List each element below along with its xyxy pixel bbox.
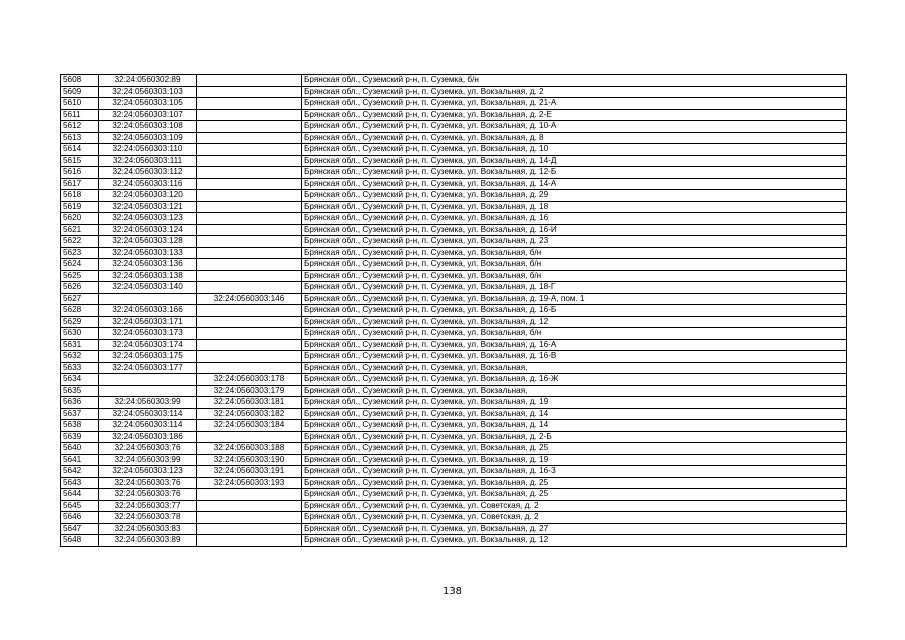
row-number-cell: 5628 <box>61 305 99 317</box>
cadastral-number-cell: 32:24:0560303:123 <box>99 213 197 225</box>
address-cell: Брянская обл., Суземский р-н, п. Суземка, б/н <box>302 75 847 87</box>
table-row <box>61 305 847 317</box>
table-row <box>61 167 847 179</box>
related-cadastral-number-cell <box>197 512 302 524</box>
row-number-cell: 5638 <box>61 420 99 432</box>
table-row <box>61 236 847 248</box>
address-cell: Брянская обл., Суземский р-н, п. Суземка, ул. Вокзальная, д. 23 <box>302 236 847 248</box>
table-row <box>61 132 847 144</box>
related-cadastral-number-cell <box>197 132 302 144</box>
related-cadastral-number-cell <box>197 535 302 547</box>
related-cadastral-number-cell: 32:24:0560303:182 <box>197 408 302 420</box>
cadastral-number-cell: 32:24:0560303:99 <box>99 397 197 409</box>
address-cell: Брянская обл., Суземский р-н, п. Суземка, ул. Вокзальная, д. 10-А <box>302 121 847 133</box>
row-number-cell: 5626 <box>61 282 99 294</box>
row-number-cell: 5646 <box>61 512 99 524</box>
address-cell: Брянская обл., Суземский р-н, п. Суземка, ул. Вокзальная, д. 14-А <box>302 178 847 190</box>
cadastral-number-cell: 32:24:0560303:124 <box>99 224 197 236</box>
cadastral-number-cell: 32:24:0560303:105 <box>99 98 197 110</box>
table-row <box>61 316 847 328</box>
cadastral-number-cell: 32:24:0560303:109 <box>99 132 197 144</box>
related-cadastral-number-cell <box>197 362 302 374</box>
related-cadastral-number-cell: 32:24:0560303:191 <box>197 466 302 478</box>
row-number-cell: 5610 <box>61 98 99 110</box>
cadastral-number-cell: 32:24:0560303:186 <box>99 431 197 443</box>
cadastral-number-cell: 32:24:0560303:107 <box>99 109 197 121</box>
table-row <box>61 155 847 167</box>
cadastral-number-cell: 32:24:0560303:76 <box>99 489 197 501</box>
address-cell: Брянская обл., Суземский р-н, п. Суземка, ул. Вокзальная, <box>302 385 847 397</box>
address-cell: Брянская обл., Суземский р-н, п. Суземка, ул. Вокзальная, б/н <box>302 270 847 282</box>
row-number-cell: 5641 <box>61 454 99 466</box>
address-cell: Брянская обл., Суземский р-н, п. Суземка, ул. Вокзальная, д. 16 <box>302 213 847 225</box>
related-cadastral-number-cell: 32:24:0560303:181 <box>197 397 302 409</box>
row-number-cell: 5647 <box>61 523 99 535</box>
address-cell: Брянская обл., Суземский р-н, п. Суземка, ул. Вокзальная, д. 25 <box>302 489 847 501</box>
row-number-cell: 5648 <box>61 535 99 547</box>
table-row <box>61 535 847 547</box>
address-cell: Брянская обл., Суземский р-н, п. Суземка, ул. Вокзальная, д. 16-Ж <box>302 374 847 386</box>
table-row <box>61 328 847 340</box>
related-cadastral-number-cell <box>197 155 302 167</box>
table-row <box>61 293 847 305</box>
row-number-cell: 5611 <box>61 109 99 121</box>
table-row <box>61 121 847 133</box>
table-row <box>61 190 847 202</box>
table-row <box>61 477 847 489</box>
row-number-cell: 5622 <box>61 236 99 248</box>
related-cadastral-number-cell <box>197 316 302 328</box>
table-row <box>61 247 847 259</box>
address-cell: Брянская обл., Суземский р-н, п. Суземка, ул. Вокзальная, д. 27 <box>302 523 847 535</box>
cadastral-number-cell: 32:24:0560303:99 <box>99 454 197 466</box>
related-cadastral-number-cell <box>197 224 302 236</box>
table-row <box>61 75 847 87</box>
table-row <box>61 351 847 363</box>
row-number-cell: 5625 <box>61 270 99 282</box>
address-cell: Брянская обл., Суземский р-н, п. Суземка, ул. Вокзальная, д. 25 <box>302 477 847 489</box>
cadastral-number-cell: 32:24:0560303:76 <box>99 443 197 455</box>
table-row <box>61 512 847 524</box>
table-row <box>61 339 847 351</box>
address-cell: Брянская обл., Суземский р-н, п. Суземка, ул. Советская, д. 2 <box>302 512 847 524</box>
related-cadastral-number-cell <box>197 270 302 282</box>
table-row <box>61 144 847 156</box>
address-cell: Брянская обл., Суземский р-н, п. Суземка, ул. Вокзальная, д. 2-Б <box>302 431 847 443</box>
page-number: 138 <box>442 586 463 597</box>
table-row <box>61 86 847 98</box>
cadastral-number-cell: 32:24:0560303:77 <box>99 500 197 512</box>
cadastral-number-cell <box>99 293 197 305</box>
cadastral-number-cell: 32:24:0560303:114 <box>99 408 197 420</box>
address-cell: Брянская обл., Суземский р-н, п. Суземка, ул. Вокзальная, д. 12-Б <box>302 167 847 179</box>
address-cell: Брянская обл., Суземский р-н, п. Суземка, ул. Вокзальная, д. 29 <box>302 190 847 202</box>
related-cadastral-number-cell <box>197 489 302 501</box>
row-number-cell: 5619 <box>61 201 99 213</box>
table-row <box>61 523 847 535</box>
address-cell: Брянская обл., Суземский р-н, п. Суземка, ул. Вокзальная, д. 2-Е <box>302 109 847 121</box>
related-cadastral-number-cell <box>197 167 302 179</box>
related-cadastral-number-cell <box>197 121 302 133</box>
row-number-cell: 5629 <box>61 316 99 328</box>
related-cadastral-number-cell <box>197 109 302 121</box>
cadastral-number-cell: 32:24:0560303:76 <box>99 477 197 489</box>
related-cadastral-number-cell <box>197 144 302 156</box>
property-registry-table <box>60 74 847 547</box>
related-cadastral-number-cell: 32:24:0560303:178 <box>197 374 302 386</box>
related-cadastral-number-cell <box>197 328 302 340</box>
row-number-cell: 5644 <box>61 489 99 501</box>
related-cadastral-number-cell: 32:24:0560303:190 <box>197 454 302 466</box>
address-cell: Брянская обл., Суземский р-н, п. Суземка, ул. Вокзальная, <box>302 362 847 374</box>
row-number-cell: 5608 <box>61 75 99 87</box>
registry-table-body <box>61 75 847 547</box>
row-number-cell: 5633 <box>61 362 99 374</box>
table-row <box>61 109 847 121</box>
address-cell: Брянская обл., Суземский р-н, п. Суземка, ул. Вокзальная, д. 18-Г <box>302 282 847 294</box>
address-cell: Брянская обл., Суземский р-н, п. Суземка, ул. Вокзальная, д. 16-Б <box>302 305 847 317</box>
cadastral-number-cell: 32:24:0560303:103 <box>99 86 197 98</box>
table-row <box>61 270 847 282</box>
table-row <box>61 397 847 409</box>
table-row <box>61 201 847 213</box>
table-row <box>61 454 847 466</box>
related-cadastral-number-cell <box>197 282 302 294</box>
address-cell: Брянская обл., Суземский р-н, п. Суземка, ул. Вокзальная, д. 10 <box>302 144 847 156</box>
row-number-cell: 5617 <box>61 178 99 190</box>
table-row <box>61 178 847 190</box>
related-cadastral-number-cell <box>197 190 302 202</box>
table-row <box>61 408 847 420</box>
cadastral-number-cell: 32:24:0560303:138 <box>99 270 197 282</box>
cadastral-number-cell: 32:24:0560303:120 <box>99 190 197 202</box>
cadastral-number-cell: 32:24:0560303:110 <box>99 144 197 156</box>
address-cell: Брянская обл., Суземский р-н, п. Суземка, ул. Вокзальная, б/н <box>302 328 847 340</box>
cadastral-number-cell: 32:24:0560303:174 <box>99 339 197 351</box>
cadastral-number-cell: 32:24:0560303:171 <box>99 316 197 328</box>
table-row <box>61 420 847 432</box>
related-cadastral-number-cell <box>197 500 302 512</box>
address-cell: Брянская обл., Суземский р-н, п. Суземка, ул. Вокзальная, д. 16-З <box>302 466 847 478</box>
related-cadastral-number-cell: 32:24:0560303:193 <box>197 477 302 489</box>
address-cell: Брянская обл., Суземский р-н, п. Суземка, ул. Вокзальная, д. 16-В <box>302 351 847 363</box>
related-cadastral-number-cell: 32:24:0560303:184 <box>197 420 302 432</box>
cadastral-number-cell: 32:24:0560303:89 <box>99 535 197 547</box>
related-cadastral-number-cell <box>197 178 302 190</box>
related-cadastral-number-cell <box>197 98 302 110</box>
related-cadastral-number-cell <box>197 339 302 351</box>
row-number-cell: 5614 <box>61 144 99 156</box>
address-cell: Брянская обл., Суземский р-н, п. Суземка, ул. Вокзальная, б/н <box>302 259 847 271</box>
cadastral-number-cell: 32:24:0560303:133 <box>99 247 197 259</box>
row-number-cell: 5620 <box>61 213 99 225</box>
row-number-cell: 5635 <box>61 385 99 397</box>
address-cell: Брянская обл., Суземский р-н, п. Суземка, ул. Вокзальная, д. 14-Д <box>302 155 847 167</box>
table-row <box>61 466 847 478</box>
cadastral-number-cell: 32:24:0560303:112 <box>99 167 197 179</box>
row-number-cell: 5634 <box>61 374 99 386</box>
related-cadastral-number-cell <box>197 75 302 87</box>
table-row <box>61 385 847 397</box>
cadastral-number-cell: 32:24:0560303:114 <box>99 420 197 432</box>
related-cadastral-number-cell: 32:24:0560303:188 <box>197 443 302 455</box>
row-number-cell: 5621 <box>61 224 99 236</box>
address-cell: Брянская обл., Суземский р-н, п. Суземка, ул. Вокзальная, д. 14 <box>302 408 847 420</box>
related-cadastral-number-cell <box>197 305 302 317</box>
address-cell: Брянская обл., Суземский р-н, п. Суземка, ул. Вокзальная, д. 18 <box>302 201 847 213</box>
row-number-cell: 5613 <box>61 132 99 144</box>
address-cell: Брянская обл., Суземский р-н, п. Суземка, ул. Вокзальная, д. 14 <box>302 420 847 432</box>
row-number-cell: 5616 <box>61 167 99 179</box>
table-row <box>61 443 847 455</box>
row-number-cell: 5631 <box>61 339 99 351</box>
address-cell: Брянская обл., Суземский р-н, п. Суземка, ул. Советская, д. 2 <box>302 500 847 512</box>
address-cell: Брянская обл., Суземский р-н, п. Суземка, ул. Вокзальная, д. 16-А <box>302 339 847 351</box>
cadastral-number-cell: 32:24:0560303:123 <box>99 466 197 478</box>
row-number-cell: 5615 <box>61 155 99 167</box>
related-cadastral-number-cell <box>197 259 302 271</box>
row-number-cell: 5643 <box>61 477 99 489</box>
cadastral-number-cell <box>99 385 197 397</box>
related-cadastral-number-cell: 32:24:0560303:179 <box>197 385 302 397</box>
cadastral-number-cell: 32:24:0560303:166 <box>99 305 197 317</box>
row-number-cell: 5612 <box>61 121 99 133</box>
cadastral-number-cell: 32:24:0560303:175 <box>99 351 197 363</box>
related-cadastral-number-cell <box>197 351 302 363</box>
related-cadastral-number-cell <box>197 213 302 225</box>
cadastral-number-cell: 32:24:0560303:111 <box>99 155 197 167</box>
row-number-cell: 5645 <box>61 500 99 512</box>
row-number-cell: 5639 <box>61 431 99 443</box>
row-number-cell: 5618 <box>61 190 99 202</box>
address-cell: Брянская обл., Суземский р-н, п. Суземка, ул. Вокзальная, д. 19 <box>302 397 847 409</box>
address-cell: Брянская обл., Суземский р-н, п. Суземка, ул. Вокзальная, д. 19-А, пом. 1 <box>302 293 847 305</box>
cadastral-number-cell: 32:24:0560303:78 <box>99 512 197 524</box>
table-row <box>61 98 847 110</box>
address-cell: Брянская обл., Суземский р-н, п. Суземка, ул. Вокзальная, д. 25 <box>302 443 847 455</box>
cadastral-number-cell: 32:24:0560303:173 <box>99 328 197 340</box>
address-cell: Брянская обл., Суземский р-н, п. Суземка, ул. Вокзальная, д. 12 <box>302 316 847 328</box>
cadastral-number-cell: 32:24:0560303:108 <box>99 121 197 133</box>
related-cadastral-number-cell <box>197 247 302 259</box>
cadastral-number-cell: 32:24:0560303:121 <box>99 201 197 213</box>
related-cadastral-number-cell <box>197 201 302 213</box>
address-cell: Брянская обл., Суземский р-н, п. Суземка, ул. Вокзальная, д. 21-А <box>302 98 847 110</box>
row-number-cell: 5640 <box>61 443 99 455</box>
table-row <box>61 489 847 501</box>
row-number-cell: 5609 <box>61 86 99 98</box>
cadastral-number-cell: 32:24:0560303:140 <box>99 282 197 294</box>
cadastral-number-cell: 32:24:0560303:128 <box>99 236 197 248</box>
address-cell: Брянская обл., Суземский р-н, п. Суземка, ул. Вокзальная, д. 2 <box>302 86 847 98</box>
row-number-cell: 5623 <box>61 247 99 259</box>
table-row <box>61 500 847 512</box>
table-row <box>61 282 847 294</box>
cadastral-number-cell: 32:24:0560303:116 <box>99 178 197 190</box>
cadastral-number-cell: 32:24:0560303:83 <box>99 523 197 535</box>
row-number-cell: 5630 <box>61 328 99 340</box>
row-number-cell: 5632 <box>61 351 99 363</box>
address-cell: Брянская обл., Суземский р-н, п. Суземка, ул. Вокзальная, д. 8 <box>302 132 847 144</box>
related-cadastral-number-cell: 32:24:0560303:146 <box>197 293 302 305</box>
cadastral-number-cell <box>99 374 197 386</box>
table-row <box>61 362 847 374</box>
related-cadastral-number-cell <box>197 236 302 248</box>
table-row <box>61 374 847 386</box>
table-row <box>61 259 847 271</box>
table-row <box>61 213 847 225</box>
row-number-cell: 5624 <box>61 259 99 271</box>
cadastral-number-cell: 32:24:0560303:136 <box>99 259 197 271</box>
row-number-cell: 5637 <box>61 408 99 420</box>
table-row <box>61 224 847 236</box>
address-cell: Брянская обл., Суземский р-н, п. Суземка, ул. Вокзальная, б/н <box>302 247 847 259</box>
row-number-cell: 5627 <box>61 293 99 305</box>
related-cadastral-number-cell <box>197 86 302 98</box>
row-number-cell: 5636 <box>61 397 99 409</box>
row-number-cell: 5642 <box>61 466 99 478</box>
address-cell: Брянская обл., Суземский р-н, п. Суземка, ул. Вокзальная, д. 12 <box>302 535 847 547</box>
related-cadastral-number-cell <box>197 431 302 443</box>
address-cell: Брянская обл., Суземский р-н, п. Суземка, ул. Вокзальная, д. 16-И <box>302 224 847 236</box>
table-row <box>61 431 847 443</box>
related-cadastral-number-cell <box>197 523 302 535</box>
address-cell: Брянская обл., Суземский р-н, п. Суземка, ул. Вокзальная, д. 19 <box>302 454 847 466</box>
cadastral-number-cell: 32:24:0560303:177 <box>99 362 197 374</box>
cadastral-number-cell: 32:24:0560302:89 <box>99 75 197 87</box>
